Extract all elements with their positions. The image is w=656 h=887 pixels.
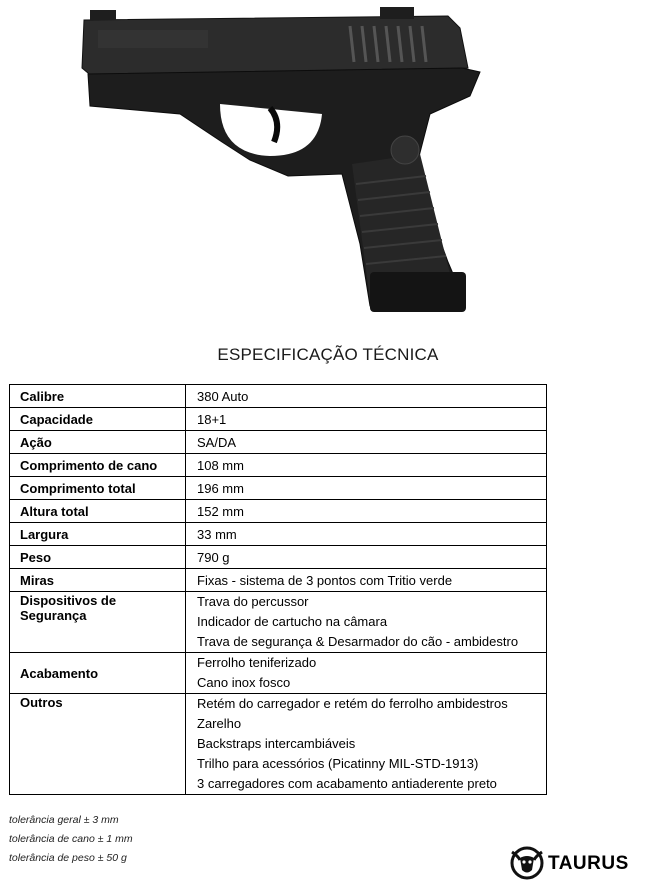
spec-label: Miras xyxy=(10,569,186,592)
table-row xyxy=(10,431,547,454)
table-row xyxy=(10,408,547,431)
spec-value: Trava do percussor xyxy=(197,594,309,609)
spec-label: Altura total xyxy=(10,500,186,523)
brand-name: TAURUS xyxy=(548,853,629,874)
table-row xyxy=(10,694,547,795)
tolerance-note: tolerância de peso ± 50 g xyxy=(9,852,127,864)
spec-value: Fixas - sistema de 3 pontos com Tritio verde xyxy=(186,569,547,592)
spec-value-list xyxy=(186,592,547,653)
table-row xyxy=(10,592,547,653)
spec-value: Zarelho xyxy=(197,716,242,731)
table-row xyxy=(10,477,547,500)
spec-value: Retém do carregador e retém do ferrolho ambidestros xyxy=(197,696,508,711)
spec-value: 790 g xyxy=(186,546,547,569)
spec-value: 3 carregadores com acabamento antiaderente preto xyxy=(197,776,497,791)
spec-value: SA/DA xyxy=(186,431,547,454)
table-row xyxy=(10,569,547,592)
spec-value: 380 Auto xyxy=(186,385,547,408)
spec-value: Trilho para acessórios (Picatinny MIL-STD-1913) xyxy=(197,756,479,771)
spec-table xyxy=(9,384,547,795)
table-row xyxy=(10,385,547,408)
spec-label: Outros xyxy=(10,694,186,795)
spec-label: Peso xyxy=(10,546,186,569)
spec-value: 33 mm xyxy=(186,523,547,546)
spec-value: Trava de segurança & Desarmador do cão - ambidestro xyxy=(197,634,519,649)
spec-label: Dispositivos de Segurança xyxy=(10,592,186,653)
table-row xyxy=(10,546,547,569)
page-title: ESPECIFICAÇÃO TÉCNICA xyxy=(217,345,439,364)
spec-label: Comprimento total xyxy=(10,477,186,500)
spec-value-list xyxy=(186,653,547,694)
tolerance-notes xyxy=(9,811,133,868)
spec-label: Comprimento de cano xyxy=(10,454,186,477)
spec-value: 18+1 xyxy=(186,408,547,431)
spec-value: 152 mm xyxy=(186,500,547,523)
bull-emblem-icon xyxy=(508,844,546,880)
table-row xyxy=(10,500,547,523)
tolerance-note: tolerância de cano ± 1 mm xyxy=(9,833,133,845)
spec-value-list xyxy=(186,694,547,795)
table-row xyxy=(10,653,547,694)
spec-label: Calibre xyxy=(10,385,186,408)
table-row xyxy=(10,454,547,477)
spec-label: Ação xyxy=(10,431,186,454)
spec-value: Ferrolho teniferizado xyxy=(197,655,317,670)
spec-label: Capacidade xyxy=(10,408,186,431)
brand-logo xyxy=(508,844,640,880)
spec-value: Cano inox fosco xyxy=(197,675,291,690)
pistol-image xyxy=(70,4,500,320)
table-row xyxy=(10,523,547,546)
spec-label: Acabamento xyxy=(10,653,186,694)
spec-value: 196 mm xyxy=(186,477,547,500)
spec-value: Indicador de cartucho na câmara xyxy=(197,614,388,629)
spec-label: Largura xyxy=(10,523,186,546)
tolerance-note: tolerância geral ± 3 mm xyxy=(9,814,119,826)
spec-value: 108 mm xyxy=(186,454,547,477)
spec-value: Backstraps intercambiáveis xyxy=(197,736,356,751)
